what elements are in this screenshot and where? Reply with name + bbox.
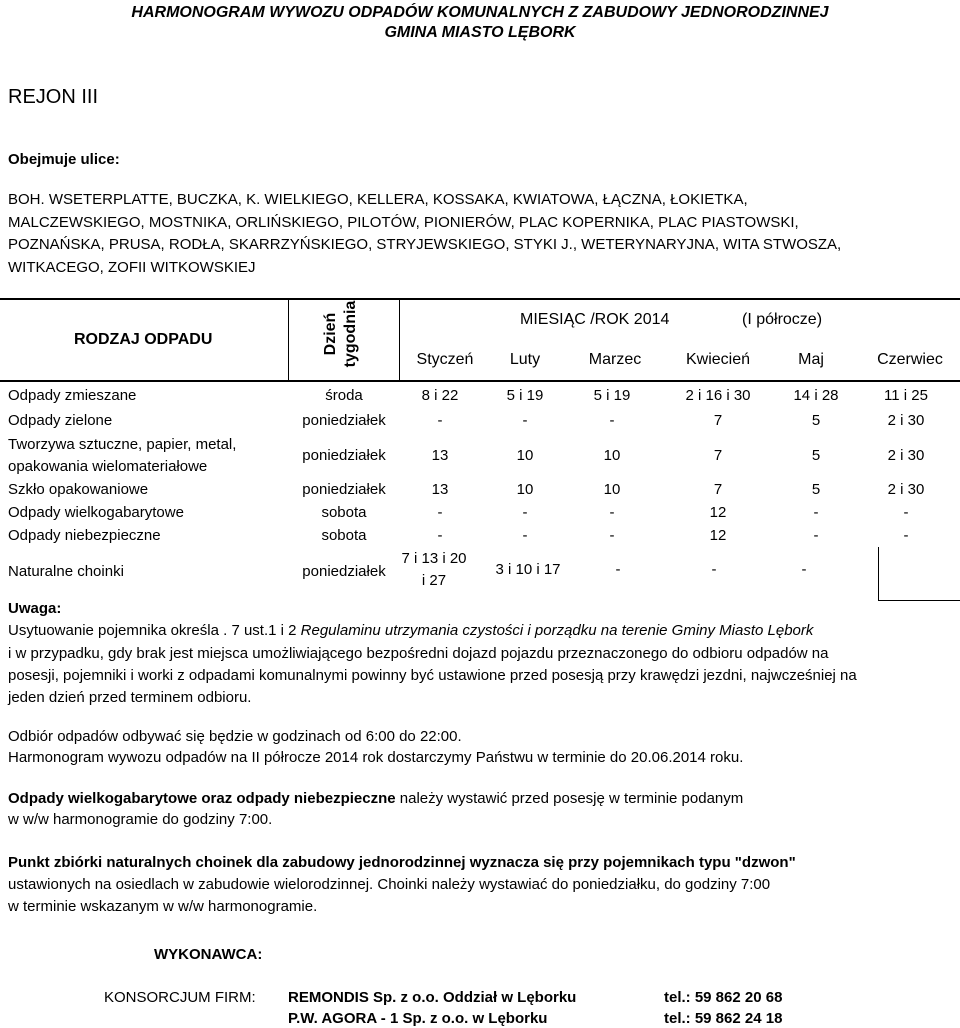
- col-header-day-line1: Dzień: [322, 312, 339, 356]
- row-value: -: [609, 504, 615, 521]
- row-value: 7 i 13 i 20: [401, 550, 467, 567]
- firm-phone: tel.: 59 862 20 68: [664, 989, 783, 1006]
- month-header: Czerwiec: [877, 351, 943, 368]
- note-paragraph-1: [8, 622, 813, 639]
- row-value: 2 i 30: [887, 447, 925, 464]
- row-value: 7: [713, 481, 723, 498]
- row-value: 2 i 30: [887, 412, 925, 429]
- row-day: poniedziałek: [302, 447, 386, 464]
- col-header-day-line2: tygodnia: [342, 300, 359, 368]
- row-value: 10: [516, 447, 534, 464]
- region-label: REJON III: [8, 86, 99, 108]
- row-value: -: [813, 504, 819, 521]
- row-type: Odpady zmieszane: [8, 387, 137, 404]
- consortium-label: KONSORCJUM FIRM:: [104, 989, 256, 1006]
- firm-name: P.W. AGORA - 1 Sp. z o.o. w Lęborku: [288, 1010, 548, 1027]
- row-value: 7: [713, 412, 723, 429]
- month-header: Luty: [509, 351, 541, 368]
- note-christmas-trees: Punkt zbiórki naturalnych choinek dla zabudowy jednorodzinnej wyznacza się przy pojemnikach typu "dzwon": [8, 854, 796, 871]
- month-header: Styczeń: [416, 351, 474, 368]
- row-day: poniedziałek: [302, 563, 386, 580]
- note-bold-text: Odpady wielkogabarytowe oraz odpady niebezpieczne: [8, 790, 396, 807]
- row-day: sobota: [321, 504, 367, 521]
- row-day: środa: [325, 387, 363, 404]
- note-line: jeden dzień przed terminem odbioru.: [8, 689, 252, 706]
- table-col-divider: [288, 298, 289, 380]
- row-value: 3 i 10 i 17: [495, 561, 561, 578]
- row-value: 7: [713, 447, 723, 464]
- row-value: 5: [811, 481, 821, 498]
- note-line: w terminie wskazanym w w/w harmonogramie.: [8, 898, 318, 915]
- note-next-schedule: Harmonogram wywozu odpadów na II półrocze 2014 rok dostarczymy Państwu w terminie do 20.06.2014 roku.: [8, 749, 744, 766]
- row-type: Naturalne choinki: [8, 563, 124, 580]
- row-value: 13: [431, 481, 449, 498]
- row-value: 14 i 28: [793, 387, 839, 404]
- row-value: -: [711, 561, 717, 578]
- firm-name: REMONDIS Sp. z o.o. Oddział w Lęborku: [288, 989, 577, 1006]
- streets-label: Obejmuje ulice:: [8, 151, 120, 168]
- row-day: sobota: [321, 527, 367, 544]
- row-value: -: [437, 412, 443, 429]
- table-border-top: [0, 298, 960, 300]
- row-value: -: [903, 504, 909, 521]
- row-value: -: [609, 412, 615, 429]
- row-value: -: [813, 527, 819, 544]
- note-hours: Odbiór odpadów odbywać się będzie w godzinach od 6:00 do 22:00.: [8, 728, 462, 745]
- streets-line: BOH. WSETERPLATTE, BUCZKA, K. WIELKIEGO, KELLERA, KOSSAKA, KWIATOWA, ŁĄCZNA, ŁOKIETKA,: [8, 191, 748, 208]
- col-header-half-year: (I półrocze): [742, 311, 823, 328]
- row-type: Odpady niebezpieczne: [8, 527, 161, 544]
- row-value: -: [522, 504, 528, 521]
- table-header-divider: [0, 380, 960, 382]
- row-value: 10: [603, 447, 621, 464]
- month-header: Marzec: [588, 351, 642, 368]
- choinki-box-left: [878, 547, 879, 601]
- month-header: Maj: [798, 351, 824, 368]
- row-value: 2 i 30: [887, 481, 925, 498]
- note-bulky-waste: [8, 790, 743, 807]
- document-title-line1: HARMONOGRAM WYWOZU ODPADÓW KOMUNALNYCH Z ZABUDOWY JEDNORODZINNEJ: [131, 4, 829, 21]
- note-line: i w przypadku, gdy brak jest miejsca umożliwiającego bezpośredni dojazd pojazdu przeznaczonego do odbioru odpadów na: [8, 645, 829, 662]
- row-value: 12: [709, 504, 727, 521]
- row-value: 5 i 19: [506, 387, 544, 404]
- note-line: w w/w harmonogramie do godziny 7:00.: [8, 811, 273, 828]
- streets-line: MALCZEWSKIEGO, MOSTNIKA, ORLIŃSKIEGO, PILOTÓW, PIONIERÓW, PLAC KOPERNIKA, PLAC PIASTOWSKI,: [8, 214, 799, 231]
- row-day: poniedziałek: [302, 481, 386, 498]
- row-value: -: [437, 527, 443, 544]
- col-header-month: MIESIĄC /ROK 2014: [520, 311, 670, 328]
- col-header-day: [312, 298, 384, 370]
- row-value: 8 i 22: [421, 387, 459, 404]
- note-text: Usytuowanie pojemnika określa: [8, 622, 224, 639]
- row-value: 10: [603, 481, 621, 498]
- note-text: . 7 ust.1 i 2: [223, 622, 301, 639]
- row-value: 13: [431, 447, 449, 464]
- row-value: 5: [811, 412, 821, 429]
- streets-line: WITKACEGO, ZOFII WITKOWSKIEJ: [8, 259, 256, 276]
- contractor-label: WYKONAWCA:: [154, 946, 263, 963]
- row-type-line2: opakowania wielomateriałowe: [8, 458, 208, 475]
- row-value: -: [609, 527, 615, 544]
- row-value: 10: [516, 481, 534, 498]
- row-value: 12: [709, 527, 727, 544]
- row-value: -: [903, 527, 909, 544]
- row-type: Odpady zielone: [8, 412, 113, 429]
- col-header-type: RODZAJ ODPADU: [74, 331, 213, 348]
- row-value: -: [522, 527, 528, 544]
- row-value: -: [801, 561, 807, 578]
- note-heading: Uwaga:: [8, 600, 62, 617]
- row-type: Odpady wielkogabarytowe: [8, 504, 184, 521]
- row-value: -: [522, 412, 528, 429]
- row-value: -: [615, 561, 621, 578]
- row-type: Szkło opakowaniowe: [8, 481, 149, 498]
- row-value: 5 i 19: [593, 387, 631, 404]
- row-value: 2 i 16 i 30: [685, 387, 751, 404]
- row-value: 11 i 25: [884, 387, 928, 404]
- row-day: poniedziałek: [302, 412, 386, 429]
- month-header: Kwiecień: [685, 351, 751, 368]
- row-value: -: [437, 504, 443, 521]
- row-type: Tworzywa sztuczne, papier, metal,: [8, 436, 237, 453]
- regulation-reference: Regulaminu utrzymania czystości i porządku na terenie Gminy Miasto Lębork: [300, 622, 814, 639]
- note-line: posesji, pojemniki i worki z odpadami komunalnymi powinny być ustawione przed posesją przy krawędzi jezdni, najwcześniej na: [8, 667, 857, 684]
- choinki-box-bottom: [878, 600, 960, 601]
- row-value: 5: [811, 447, 821, 464]
- streets-line: POZNAŃSKA, PRUSA, RODŁA, SKARRZYŃSKIEGO, STRYJEWSKIEGO, STYKI J., WETERYNARYJNA, WITA STWOSZA,: [8, 236, 842, 253]
- document-title-line2: GMINA MIASTO LĘBORK: [384, 24, 576, 41]
- note-text: należy wystawić przed posesję w terminie podanym: [395, 790, 744, 807]
- firm-phone: tel.: 59 862 24 18: [664, 1010, 783, 1027]
- note-line: ustawionych na osiedlach w zabudowie wielorodzinnej. Choinki należy wystawiać do poniedziałku, do godziny 7:00: [8, 876, 771, 893]
- row-value-line2: i 27: [421, 572, 447, 589]
